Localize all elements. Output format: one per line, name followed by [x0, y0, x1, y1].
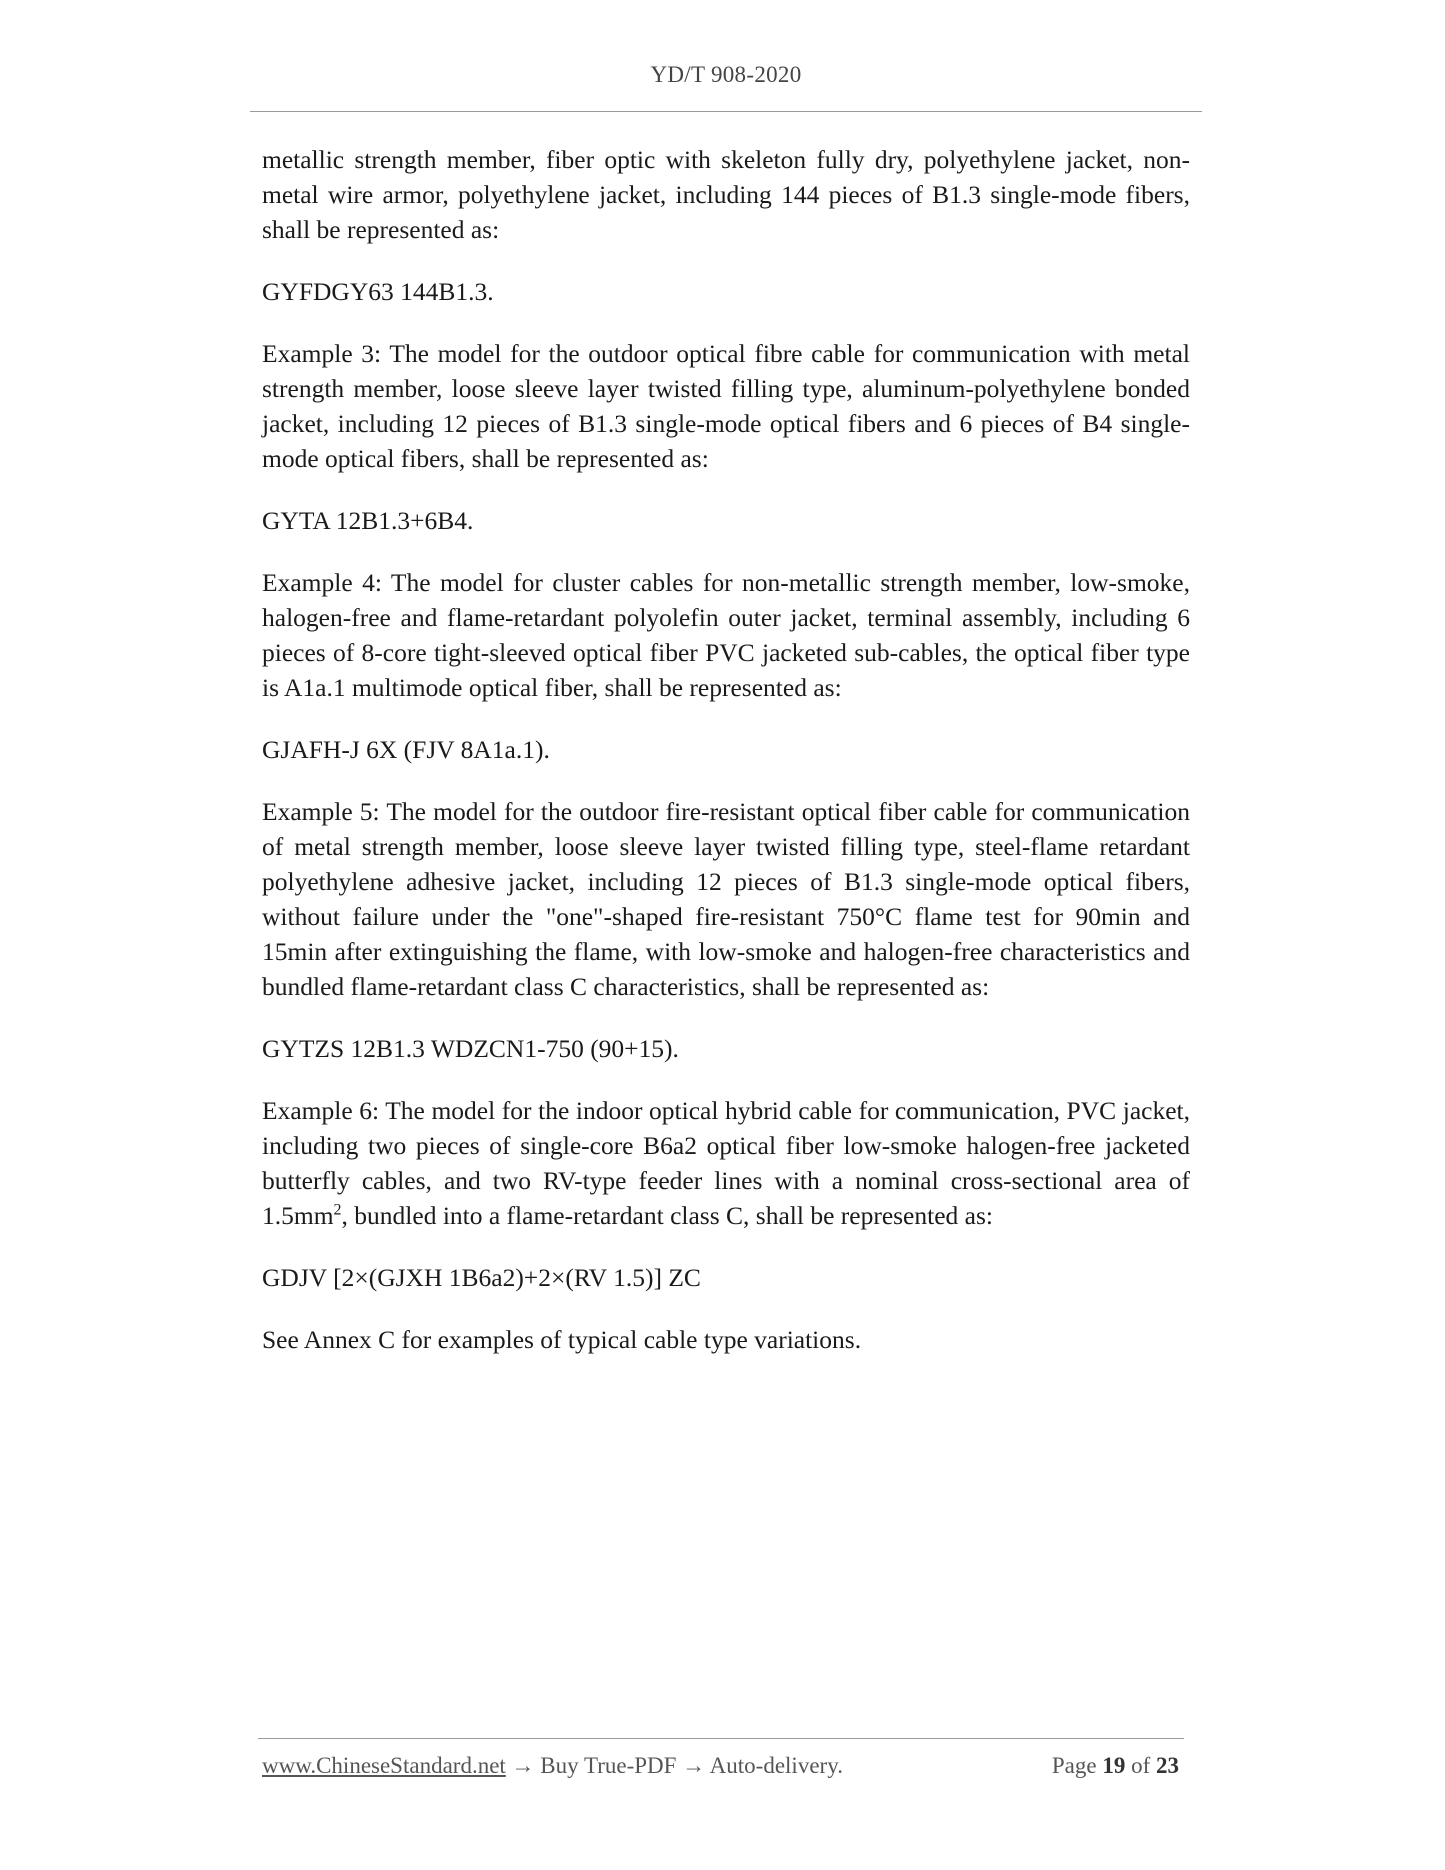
model-code-example-5: GYTZS 12B1.3 WDZCN1-750 (90+15).	[262, 1034, 679, 1063]
arrow-right-icon: →	[682, 1753, 706, 1778]
page-content	[262, 142, 1190, 1384]
site-link[interactable]: www.ChineseStandard.net	[262, 1753, 506, 1778]
model-code-example-6: GDJV [2×(GJXH 1B6a2)+2×(RV 1.5)] ZC	[262, 1263, 701, 1292]
buy-pdf-link: Buy True-PDF	[540, 1753, 677, 1778]
paragraph-example-6-text: Example 6: The model for the indoor optical hybrid cable for communication, PVC jacket, including two pieces of single-core B6a2 optical fiber low-smoke halogen-free jacketed butterfly cables, and two RV-type feeder lines with a nominal cross-sectional area of 1.5mm	[262, 1096, 1190, 1230]
header-divider	[250, 111, 1202, 112]
footer-links	[262, 1753, 843, 1779]
page-total: 23	[1156, 1753, 1179, 1778]
paragraph-example-3: Example 3: The model for the outdoor optical fibre cable for communication with metal strength member, loose sleeve layer twisted filling type, aluminum-polyethylene bonded jacket, including 12 pieces of B1.3 single-mode optical fibers and 6 pieces of B4 single-mode optical fibers, shall be represented as:	[262, 339, 1190, 473]
page-label: Page	[1051, 1753, 1097, 1778]
paragraph-example-4: Example 4: The model for cluster cables for non-metallic strength member, low-smoke, halogen-free and flame-retardant polyolefin outer jacket, terminal assembly, including 6 pieces of 8-core tight-sleeved optical fiber PVC jacketed sub-cables, the optical fiber type is A1a.1 multimode optical fiber, shall be represented as:	[262, 568, 1190, 702]
paragraph-example-6	[262, 1093, 1190, 1233]
page-current: 19	[1102, 1753, 1126, 1778]
superscript-squared: 2	[333, 1201, 342, 1219]
delivery-text: Auto-delivery.	[709, 1753, 843, 1778]
footer-divider	[258, 1738, 1184, 1739]
model-code-example-2: GYFDGY63 144B1.3.	[262, 277, 494, 306]
paragraph-example-5: Example 5: The model for the outdoor fire-resistant optical fiber cable for communication of metal strength member, loose sleeve layer twisted filling type, steel-flame retardant polyethylene adhesive jacket, including 12 pieces of B1.3 single-mode optical fibers, without failure under the "one"-shaped fire-resistant 750°C flame test for 90min and 15min after extinguishing the flame, with low-smoke and halogen-free characteristics and bundled flame-retardant class C characteristics, shall be represented as:	[262, 797, 1190, 1001]
paragraph-example-6-text-end: , bundled into a flame-retardant class C, shall be represented as:	[341, 1201, 993, 1230]
model-code-example-3: GYTA 12B1.3+6B4.	[262, 506, 474, 535]
paragraph-continuation: metallic strength member, fiber optic with skeleton fully dry, polyethylene jacket, non-metal wire armor, polyethylene jacket, including 144 pieces of B1.3 single-mode fibers, shall be represented as:	[262, 145, 1190, 244]
arrow-right-icon: →	[511, 1753, 535, 1778]
page-indicator	[1052, 1753, 1179, 1779]
document-header: YD/T 908-2020	[650, 62, 802, 87]
model-code-example-4: GJAFH-J 6X (FJV 8A1a.1).	[262, 735, 550, 764]
paragraph-annex-reference: See Annex C for examples of typical cable type variations.	[262, 1325, 862, 1354]
of-label: of	[1131, 1753, 1151, 1778]
